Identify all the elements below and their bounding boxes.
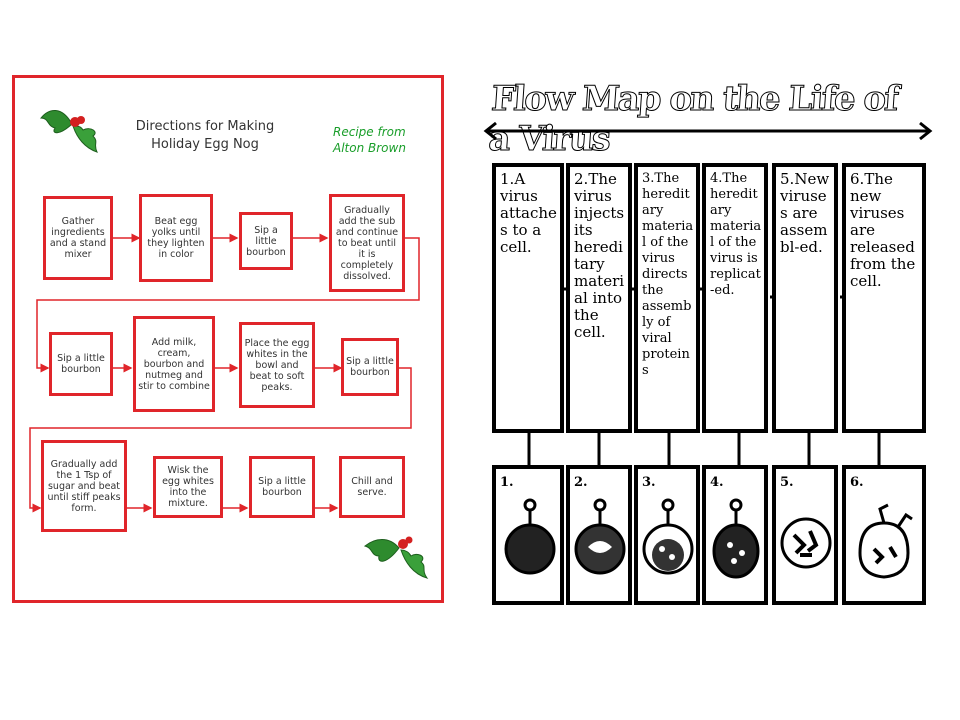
step-box: Add milk, cream, bourbon and nutmeg and stir to combine: [133, 316, 215, 412]
step-number: 2.: [574, 170, 589, 188]
holly-icon: [37, 96, 107, 156]
step-box: Gradually add the sub and continue to beat until it is completely dissolved.: [329, 194, 405, 292]
virus-illustration: [492, 465, 564, 605]
step-box: Sip a little bourbon: [49, 332, 113, 396]
picture-number: 1.: [500, 475, 514, 490]
picture-number: 4.: [710, 475, 724, 490]
step-number: 1.: [500, 170, 515, 188]
picture-number: 2.: [574, 475, 588, 490]
flowmap-step: [772, 163, 838, 433]
step-box: Wisk the egg whites into the mixture.: [153, 456, 223, 518]
flowmap-step: [492, 163, 564, 433]
flowmap-step: [634, 163, 700, 433]
step-text: The virus injects its hereditary material into the cell.: [574, 170, 625, 341]
step-box: Chill and serve.: [339, 456, 405, 518]
step-number: 6.: [850, 170, 865, 188]
picture-number: 3.: [642, 475, 656, 490]
flowmap-step: [702, 163, 768, 433]
step-box: Place the egg whites in the bowl and beat to soft peaks.: [239, 322, 315, 408]
virus-illustration: [634, 465, 700, 605]
step-number: 3.: [642, 171, 655, 186]
step-text: A virus attaches to a cell.: [500, 170, 557, 256]
virus-illustration: [842, 465, 926, 605]
step-box: Sip a little bourbon: [249, 456, 315, 518]
flowmap-step: [842, 163, 926, 433]
recipe-title: Directions for Making Holiday Egg Nog: [135, 119, 275, 152]
step-text: The hereditary material of the virus is replicat-ed.: [710, 171, 762, 298]
step-box: Beat egg yolks until they lighten in color: [139, 194, 213, 282]
step-text: New viruses are assembl-ed.: [780, 170, 830, 256]
step-text: The new viruses are released from the cell.: [850, 170, 916, 290]
holly-icon: [361, 530, 435, 588]
virus-flowmap: [480, 75, 935, 605]
picture-number: 6.: [850, 475, 864, 490]
step-box: Gradually add the 1 Tsp of sugar and beat until stiff peaks form.: [41, 440, 127, 532]
virus-illustration: [772, 465, 838, 605]
step-box: Sip a little bourbon: [239, 212, 293, 270]
step-number: 4.: [710, 171, 723, 186]
picture-number: 5.: [780, 475, 794, 490]
virus-illustration: [702, 465, 768, 605]
flowmap-step: [566, 163, 632, 433]
step-number: 5.: [780, 170, 795, 188]
virus-illustration: [566, 465, 632, 605]
step-box: Sip a little bourbon: [341, 338, 399, 396]
step-text: The hereditary material of the virus directs the assembly of viral proteins: [642, 171, 694, 378]
step-box: Gather ingredients and a stand mixer: [43, 196, 113, 280]
flowmap-title: Flow Map on the Life of a Virus: [487, 79, 899, 159]
eggnog-flowchart: [12, 75, 444, 603]
recipe-credit: Recipe from Alton Brown: [333, 125, 406, 155]
